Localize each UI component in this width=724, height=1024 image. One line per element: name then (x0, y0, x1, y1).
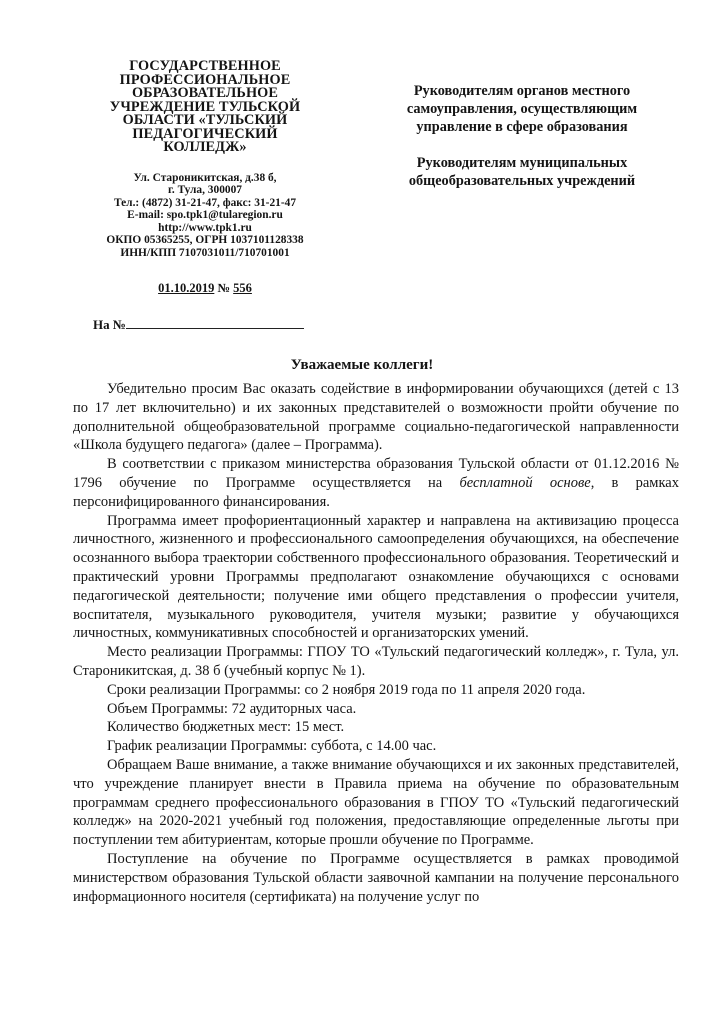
org-line: ПЕДАГОГИЧЕСКИЙ (132, 125, 278, 142)
paragraph: Убедительно просим Вас оказать содействие в информировании обучающихся (детей с 13 по 17 лет включительно) и их законных представителей о возможности пройти обучение по дополнительной общеобразовательной программе социально-педагогической направленности «Школа будущего педагога» (далее – Программа). (73, 381, 679, 454)
okpo-ogrn-line: ОКПО 05365255, ОГРН 1037101128338 (106, 234, 304, 246)
number-sign: № (217, 281, 231, 295)
org-line: КОЛЛЕДЖ» (163, 139, 247, 155)
website-line: http://www.tpk1.ru (158, 221, 252, 234)
org-line: ОБРАЗОВАТЕЛЬНОЕ (131, 85, 279, 101)
phone-line: Тел.: (4872) 31-21-47, факс: 31-21-47 (113, 196, 297, 209)
incoming-number (93, 317, 304, 333)
paragraph: Поступление на обучение по Программе осуществляется в рамках проводимой министерством образования Тульской области заявочной кампании на получение персонального информационного носителя (сертификата) на получение услуг по (73, 850, 679, 905)
paragraph: Место реализации Программы: ГПОУ ТО «Тульский педагогический колледж», г. Тула, ул. Староникитская, д. 38 б (учебный корпус № 1). (73, 644, 679, 679)
paragraph: Обращаем Ваше внимание, а также внимание обучающихся и их законных представителей, что учреждение планирует внести в Правила приема на обучение по образовательным программам среднего профессионального образования в ГПОУ ТО «Тульский педагогический колледж» на 2020-2021 учебный год положения, предоставляющие определенные льготы при поступлении тем абитуриентам, которые прошли обучение по Программе. (73, 756, 679, 849)
incoming-blank-line (126, 317, 304, 329)
inn-kpp-line: ИНН/КПП 7107031011/710701001 (120, 246, 290, 259)
email-line: E-mail: spo.tpk1@tularegion.ru (127, 209, 283, 221)
paragraph-text: В соответствии с приказом министерства образования Тульской области от 01.12.2016 № 1796 обучение по Программе осуществляется на (73, 456, 679, 491)
incoming-label: На № (93, 317, 126, 332)
paragraph: Количество бюджетных мест: 15 мест. (107, 719, 345, 736)
letter-body (73, 380, 679, 906)
paragraph: Сроки реализации Программы: со 2 ноября 2019 года по 11 апреля 2020 года. (107, 681, 586, 698)
org-line: ПРОФЕССИОНАЛЬНОЕ (119, 71, 291, 88)
outgoing-number-value: 556 (233, 281, 252, 295)
org-line: ГОСУДАРСТВЕННОЕ (129, 58, 281, 74)
salutation: Уважаемые коллеги! (290, 357, 434, 373)
org-line: УЧРЕЖДЕНИЕ ТУЛЬСКОЙ (109, 98, 301, 115)
paragraph: Объем Программы: 72 аудиторных часа. (107, 700, 357, 717)
contact-info (70, 172, 340, 260)
organization-name (70, 60, 340, 155)
recipients-block (372, 82, 672, 208)
paragraph: Программа имеет профориентационный характер и направлена на активизацию процесса личностного, жизненного и профессионального самоопределения обучающихся, на обеспечение осознанного выбора траектории собственного профессионального образования. Теоретический и практический уровни Программы предполагают ознакомление обучающихся с основами педагогической деятельности; получение ими общего представления о профессии учителя, воспитателя, музыкального руководителя, учителя музыки; развитие у обучающихся личностных, коммуникативных способностей и организаторских умений. (73, 512, 679, 642)
paragraph: График реализации Программы: суббота, с 14.00 час. (107, 738, 437, 755)
recipient-local-authorities: Руководителям органов местного самоуправления, осуществляющим управление в сфере образования (406, 83, 638, 135)
emphasis-free-basis: бесплатной основе (459, 474, 591, 491)
paragraph (73, 455, 679, 511)
org-line: ОБЛАСТИ «ТУЛЬСКИЙ (122, 112, 288, 128)
paragraph-text: , в рамках персонифицированного финансирования. (73, 474, 679, 510)
outgoing-date: 01.10.2019 (158, 281, 215, 295)
recipient-schools: Руководителям муниципальных общеобразовательных учреждений (408, 155, 636, 189)
sender-block (70, 60, 340, 296)
address-line: Ул. Староникитская, д.38 б, (133, 171, 277, 184)
outgoing-number (70, 281, 340, 296)
city-line: г. Тула, 300007 (168, 184, 242, 196)
